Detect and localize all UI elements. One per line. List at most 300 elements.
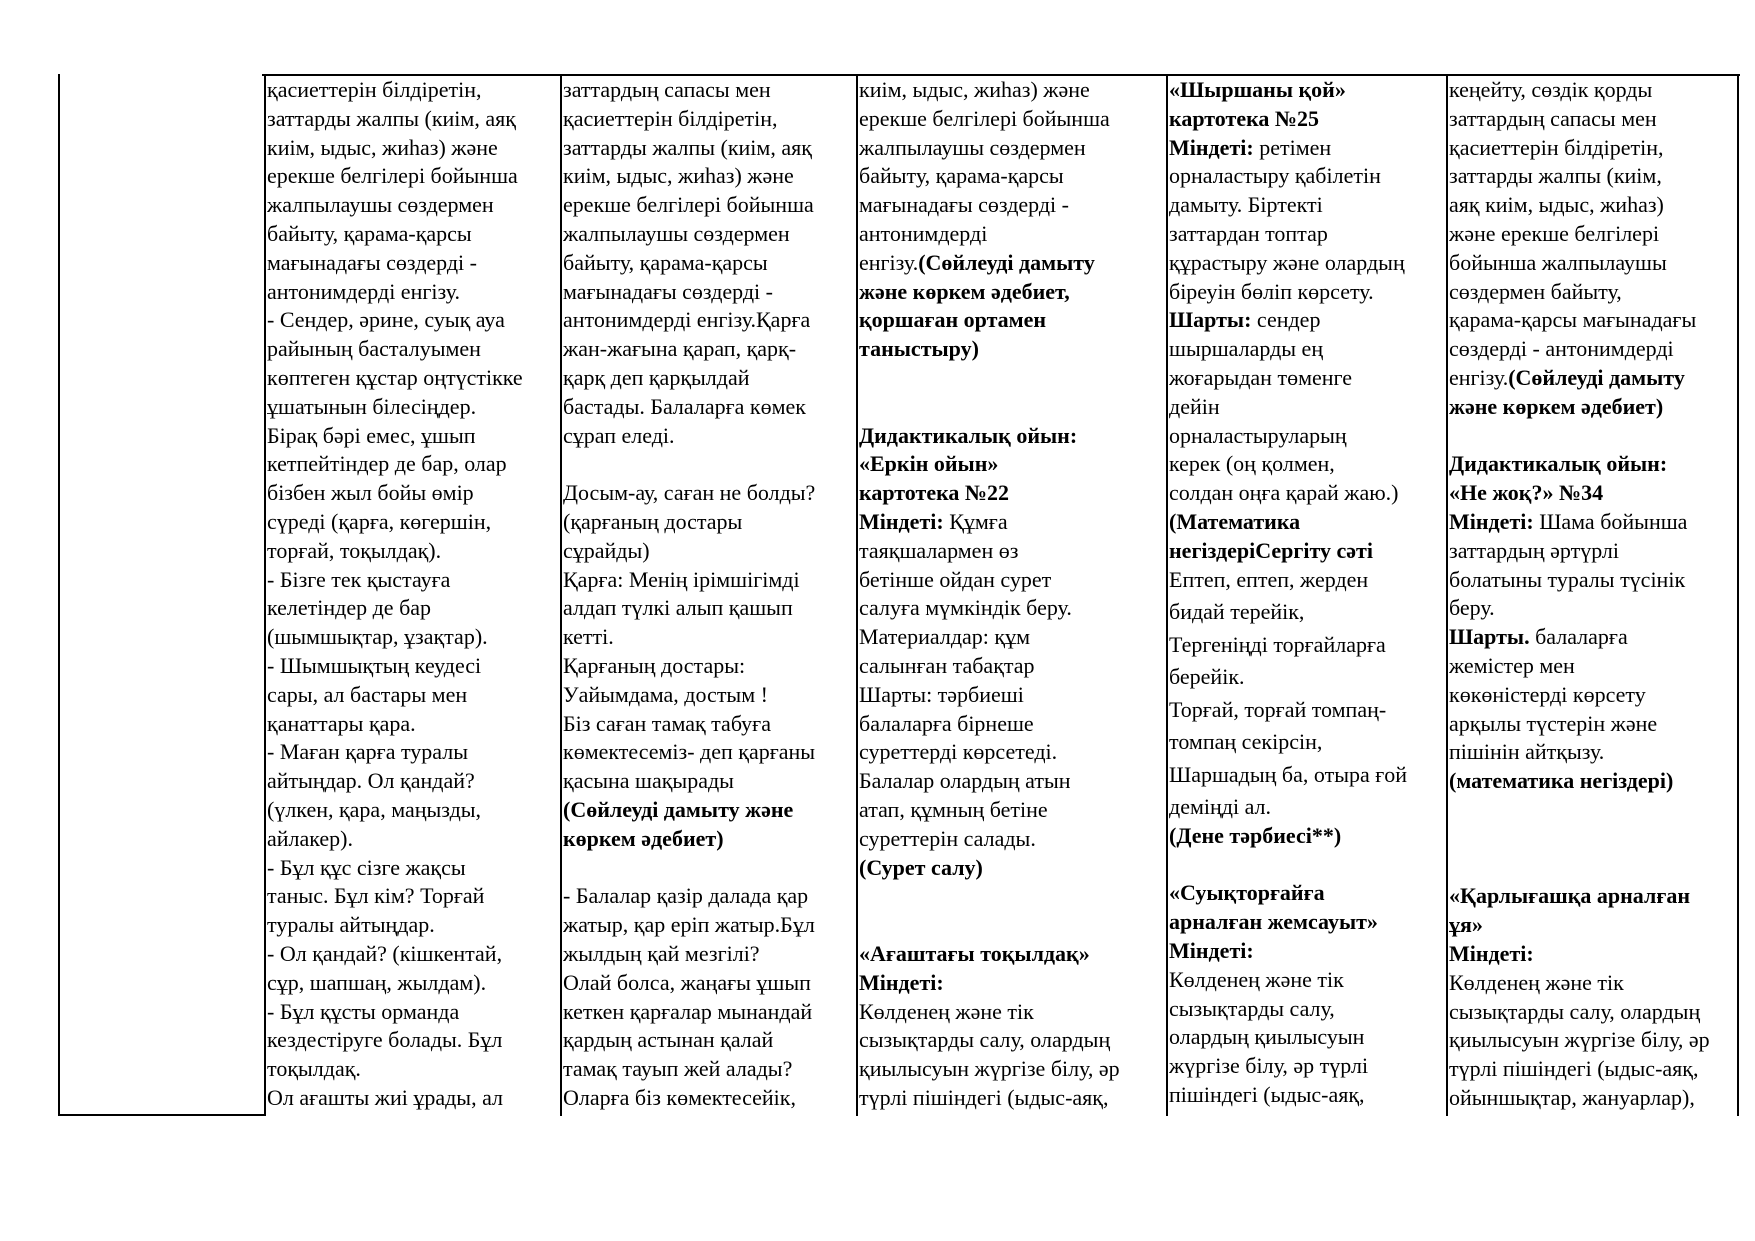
text-line [563,1084,855,1113]
text-segment: мағынадағы сөздерді - [859,192,1069,218]
text-segment: киім, ыдыс, жиһаз) және [563,163,794,189]
text-line [267,479,559,508]
text-line [859,969,1165,998]
text-line [1169,728,1445,761]
text-segment: Дидактикалық ойын: [859,422,1078,448]
text-segment: заттарды жалпы (киім, аяқ [563,134,812,160]
text-line [1449,796,1735,825]
text-segment: мағынадағы сөздерді - [563,278,773,304]
text-segment: туралы айтыңдар. [267,912,435,938]
text-line [859,134,1165,163]
text-segment: Міндеті: [1169,134,1254,160]
text-segment: антонимдерді енгізу. [267,278,461,304]
text-segment: сұр, шапшаң, жылдам). [267,969,487,995]
column-divider-4 [1166,74,1168,1116]
text-segment: ойыншықтар, жануарлар), [1449,1084,1695,1110]
text-line [267,738,559,767]
text-segment: Оларға біз көмектесейік, [563,1084,796,1110]
text-segment: орналастыруларың [1169,422,1347,448]
text-segment: (үлкен, қара, маңызды, [267,796,482,822]
text-segment: Бірақ бәрі емес, ұшып [267,422,476,448]
text-line [1449,422,1735,451]
text-line [859,191,1165,220]
text-segment: томпаң секірсін, [1169,729,1323,755]
text-line [1169,537,1445,566]
text-line [1449,508,1735,537]
text-segment: пішіндегі (ыдыс-аяқ, [1169,1082,1365,1108]
column-divider-5 [1446,74,1448,1116]
text-segment: қарқ деп қарқылдай [563,364,750,390]
text-line [1169,508,1445,537]
text-segment: аяқ киім, ыдыс, жиһаз) [1449,192,1664,218]
text-segment: бидай терейік, [1169,599,1305,625]
text-segment: Дидактикалық ойын: [1449,451,1668,477]
text-segment: біреуін бөліп көрсету. [1169,278,1374,304]
text-segment: ерекше белгілері бойынша [563,192,814,218]
text-segment: арқылы түстерін және [1449,710,1658,736]
text-segment: сұрайды) [563,537,650,563]
text-line [859,738,1165,767]
text-line [859,825,1165,854]
text-line [563,306,855,335]
text-line [1169,76,1445,105]
text-segment: сөздермен байыту, [1449,278,1622,304]
text-segment: Қарға: Менің ірімшігімді [563,566,800,592]
text-segment: және ерекше белгілері [1449,220,1660,246]
text-line [1169,631,1445,664]
text-line [1449,623,1735,652]
text-line [1169,822,1445,851]
text-segment: таныстыру) [859,336,979,362]
text-segment: - Бізге тек қыстауға [267,566,451,592]
text-line [1169,761,1445,794]
text-line [859,710,1165,739]
text-line [1449,364,1735,393]
text-segment: қасиеттерін білдіретін, [267,77,482,102]
text-segment-bold: (Сөйлеуді дамыту [918,249,1095,275]
text-line [267,1055,559,1084]
text-line [1169,306,1445,335]
text-segment: салынған табақтар [859,652,1035,678]
text-segment: тоқылдақ. [267,1056,361,1082]
text-line [1449,882,1735,911]
text-line [1169,1052,1445,1081]
text-line [563,249,855,278]
text-segment: заттарды жалпы (киім, [1449,163,1662,189]
text-line [267,710,559,739]
text-line [1169,393,1445,422]
text-line [1169,793,1445,822]
text-segment: антонимдерді енгізу.Қарға [563,307,811,333]
text-line [563,364,855,393]
text-line [563,710,855,739]
text-line [563,134,855,163]
text-segment: мағынадағы сөздерді - [267,249,477,275]
text-segment: райының басталуымен [267,336,481,362]
text-line [1169,278,1445,307]
table-cell-column-3 [859,76,1165,1116]
text-segment: - Шымшықтың кеудесі [267,652,482,678]
text-line [267,220,559,249]
text-line [859,594,1165,623]
text-line [267,278,559,307]
table-cell-column-1 [267,76,559,1116]
table-cell-column-2 [563,76,855,1116]
text-line [267,537,559,566]
text-line [1449,825,1735,854]
text-line [1449,1084,1735,1113]
text-segment: қиылысуын жүргізе білу, әр [859,1056,1120,1082]
text-segment: «Не жоқ?» №34 [1449,480,1604,506]
text-segment-bold: (Сөйлеуді дамыту [1508,364,1685,390]
text-segment: қиылысуын жүргізе білу, әр [1449,1027,1710,1053]
table-left-border [58,74,60,1116]
text-segment: таныс. Бұл кім? Торғай [267,883,485,909]
text-segment: сендер [1251,307,1321,333]
text-line [267,508,559,537]
text-line [267,249,559,278]
text-line [267,796,559,825]
text-segment: кетті. [563,624,614,650]
text-segment: таяқшалармен өз [859,537,1019,563]
text-segment: ретімен [1253,134,1332,160]
table-right-border [1737,74,1739,1116]
text-line [1169,220,1445,249]
text-line [1169,995,1445,1024]
text-line [859,998,1165,1027]
text-line [859,566,1165,595]
text-segment: деміңді ал. [1169,794,1272,820]
text-segment: кеңейту, сөздік қорды [1449,77,1653,102]
text-line [563,1055,855,1084]
text-line [563,623,855,652]
text-line [1449,738,1735,767]
text-line [267,450,559,479]
text-segment: сұрап еледі. [563,422,675,448]
text-segment: негіздеріСергіту сәті [1169,537,1373,563]
text-line [859,479,1165,508]
text-segment: - Бұл құс сізге жақсы [267,854,466,880]
text-line [859,767,1165,796]
text-line [563,1026,855,1055]
text-segment: суреттерін салады. [859,825,1036,851]
text-line [563,335,855,364]
text-line [267,134,559,163]
text-line [1449,393,1735,422]
text-segment: заттардың сапасы мен [1449,105,1657,131]
text-segment: жалпылаушы сөздермен [563,220,790,246]
text-line [563,882,855,911]
text-line [1169,450,1445,479]
text-line [859,537,1165,566]
text-segment: антонимдерді [859,220,988,246]
text-segment: сызықтарды салу, олардың [1449,998,1701,1024]
text-line [1169,1081,1445,1110]
text-segment: қасиеттерін білдіретін, [563,105,778,131]
text-line [1169,566,1445,599]
text-line [859,278,1165,307]
text-line [267,335,559,364]
text-line [1169,249,1445,278]
text-segment: заттардан топтар [1169,220,1328,246]
text-segment: бойынша жалпылаушы [1449,249,1667,275]
text-segment: балаларға [1529,624,1628,650]
text-line [859,796,1165,825]
text-line [563,450,855,479]
text-line [267,854,559,883]
text-line [859,681,1165,710]
text-line [859,940,1165,969]
text-segment: - Ол қандай? (кішкентай, [267,940,503,966]
text-segment: ұя» [1449,912,1483,938]
text-line [1449,306,1735,335]
text-segment: Құмға [943,508,1008,534]
text-line [859,335,1165,364]
text-line [267,681,559,710]
text-line [267,882,559,911]
text-line [1169,134,1445,163]
text-line [267,825,559,854]
text-line [1449,220,1735,249]
text-line [859,1084,1165,1113]
text-segment: (Дене тәрбиесі**) [1169,822,1342,848]
text-segment: (Математика [1169,508,1301,534]
text-segment: «Еркін ойын» [859,451,999,477]
text-line [859,306,1165,335]
text-segment: көптеген құстар оңтүстікке [267,364,523,390]
text-line [859,162,1165,191]
text-segment: және көркем әдебиет, [859,278,1070,304]
text-line [267,76,559,105]
text-line [1449,594,1735,623]
text-line [1169,335,1445,364]
text-segment: орналастыру қабілетін [1169,163,1381,189]
text-segment: атап, құмның бетіне [859,796,1048,822]
text-segment: торғай, тоқылдақ). [267,537,442,563]
text-line [859,450,1165,479]
text-segment: жүргізе білу, әр түрлі [1169,1053,1369,1079]
text-segment: Балалар олардың атын [859,768,1071,794]
text-line [267,1026,559,1055]
text-line [563,566,855,595]
text-segment: «Суықторғайға [1169,880,1325,906]
text-segment: Міндеті: [859,969,944,995]
text-segment: тамақ тауып жей алады? [563,1056,793,1082]
text-line [563,220,855,249]
text-line [1169,696,1445,729]
text-line [859,364,1165,393]
text-line [1169,851,1445,880]
text-segment: картотека №22 [859,480,1010,506]
text-line [859,911,1165,940]
text-segment: Ол ағашты жиі ұрады, ал [267,1084,504,1110]
text-segment: ерекше белгілері бойынша [859,105,1110,131]
text-segment: балаларға бірнеше [859,710,1034,736]
text-segment: жоғарыдан төменге [1169,364,1353,390]
text-segment: Шарты: [1169,307,1252,333]
text-segment: түрлі пішіндегі (ыдыс-аяқ, [859,1084,1109,1110]
text-line [859,1026,1165,1055]
text-segment: (математика негіздері) [1449,768,1674,794]
text-line [563,911,855,940]
text-segment: Олай болса, жаңағы ұшып [563,969,811,995]
text-line [267,306,559,335]
text-segment: салуға мүмкіндік беру. [859,595,1072,621]
text-line [1449,710,1735,739]
text-segment: қарама-қарсы мағынадағы [1449,307,1697,333]
text-line [1449,854,1735,883]
text-segment: Тергеніңді торғайларға [1169,631,1386,657]
text-segment: заттардың әртүрлі [1449,537,1619,563]
text-line [563,652,855,681]
text-segment: Қарғаның достары: [563,652,746,678]
text-line [1169,598,1445,631]
text-line [563,105,855,134]
text-segment: «Ағаштағы тоқылдақ» [859,940,1090,966]
text-line [563,191,855,220]
text-segment: - Бұл құсты орманда [267,998,460,1024]
text-line [1449,1055,1735,1084]
text-line [563,162,855,191]
text-line [859,393,1165,422]
text-line [563,767,855,796]
text-segment: жан-жағына қарап, қарқ- [563,336,797,362]
text-segment: бізбен жыл бойы өмір [267,480,474,506]
text-segment: сызықтарды салу, олардың [859,1027,1111,1053]
text-line [1169,479,1445,508]
text-segment: байыту, қарама-қарсы [563,249,768,275]
text-segment: - Маған қарға туралы [267,739,468,765]
text-line [563,479,855,508]
text-segment: Көлденең және тік [859,998,1034,1024]
text-line [859,652,1165,681]
text-line [563,998,855,1027]
text-segment: бастады. Балаларға көмек [563,393,806,419]
text-segment: заттардың сапасы мен [563,77,771,102]
text-segment: «Шыршаны қой» [1169,77,1346,102]
text-segment: кетпейтіндер де бар, олар [267,451,507,477]
text-line [267,566,559,595]
text-segment: сөздерді - антонимдерді [1449,336,1674,362]
text-segment: шыршаларды ең [1169,336,1324,362]
text-line [563,393,855,422]
text-segment: көркем әдебиет) [563,825,724,851]
text-line [859,249,1165,278]
text-segment: сүреді (қарға, көгершін, [267,508,492,534]
text-line [1449,191,1735,220]
text-line [1449,681,1735,710]
text-segment: айлакер). [267,825,354,851]
text-segment: көкөністерді көрсету [1449,681,1646,707]
text-line [1169,879,1445,908]
text-segment: берейік. [1169,664,1245,690]
text-segment: дейін [1169,393,1220,419]
text-line [1169,966,1445,995]
text-line [563,76,855,105]
text-line [1169,364,1445,393]
text-line [1169,105,1445,134]
text-line [1169,191,1445,220]
text-segment: сызықтарды салу, [1169,995,1335,1021]
text-line [1449,767,1735,796]
text-line [1449,998,1735,1027]
text-segment: (шымшықтар, ұзақтар). [267,624,488,650]
text-segment: - Сендер, әрине, суық ауа [267,307,505,333]
text-line [1449,249,1735,278]
text-segment: Біз саған тамақ табуға [563,710,771,736]
text-segment: кездестіруге болады. Бұл [267,1027,503,1053]
text-line [1169,937,1445,966]
text-line [1449,134,1735,163]
text-segment: қардың астынан қалай [563,1027,774,1053]
text-line [563,738,855,767]
text-segment: жемістер мен [1449,652,1575,678]
text-line [267,940,559,969]
text-segment: жатыр, қар еріп жатыр.Бұл [563,912,815,938]
column-divider-2 [560,74,562,1116]
text-segment: Досым-ау, саған не болды? [563,480,816,506]
text-segment: Көлденең және тік [1449,969,1624,995]
text-line [1169,663,1445,696]
column-divider-3 [856,74,858,1116]
text-line [1449,162,1735,191]
text-line [1449,278,1735,307]
text-segment: құрастыру және олардың [1169,249,1405,275]
text-segment: киім, ыдыс, жиһаз) және [267,134,498,160]
text-segment: Уайымдама, достым ! [563,681,768,707]
text-segment: (Сөйлеуді дамыту және [563,796,794,822]
text-line [267,162,559,191]
text-line [1449,537,1735,566]
text-segment: керек (оң қолмен, [1169,451,1335,477]
text-line [1449,911,1735,940]
text-line [1449,335,1735,364]
text-line [563,508,855,537]
text-segment: - Балалар қазір далада қар [563,883,809,909]
text-segment: Торғай, торғай томпаң- [1169,696,1387,722]
text-segment: бетінше ойдан сурет [859,566,1052,592]
text-line [1169,908,1445,937]
text-line [563,537,855,566]
text-line [563,825,855,854]
text-line [267,911,559,940]
text-segment: Ептеп, ептеп, жерден [1169,566,1369,592]
text-segment: қасына шақырады [563,768,734,794]
text-line [1449,479,1735,508]
text-line [267,105,559,134]
text-line [1449,1026,1735,1055]
text-line [859,422,1165,451]
text-segment: келетіндер де бар [267,595,432,621]
text-segment: (Сурет салу) [859,854,983,880]
text-segment: байыту, қарама-қарсы [267,220,472,246]
text-segment: сары, ал бастары мен [267,681,468,707]
text-segment: Міндеті: [859,508,944,534]
text-segment: жалпылаушы сөздермен [267,192,494,218]
text-line [563,422,855,451]
text-segment: қанаттары қара. [267,710,416,736]
text-line [1449,969,1735,998]
text-line [267,767,559,796]
text-segment: жылдың қай мезгілі? [563,940,760,966]
text-line [1449,450,1735,479]
text-segment: және көркем әдебиет) [1449,393,1664,419]
text-segment: олардың қиылысуын [1169,1024,1365,1050]
text-segment: айтыңдар. Ол қандай? [267,768,475,794]
text-segment: картотека №25 [1169,105,1320,131]
text-segment: киім, ыдыс, жиһаз) және [859,77,1090,102]
text-segment: алдап түлкі алып қашып [563,595,793,621]
